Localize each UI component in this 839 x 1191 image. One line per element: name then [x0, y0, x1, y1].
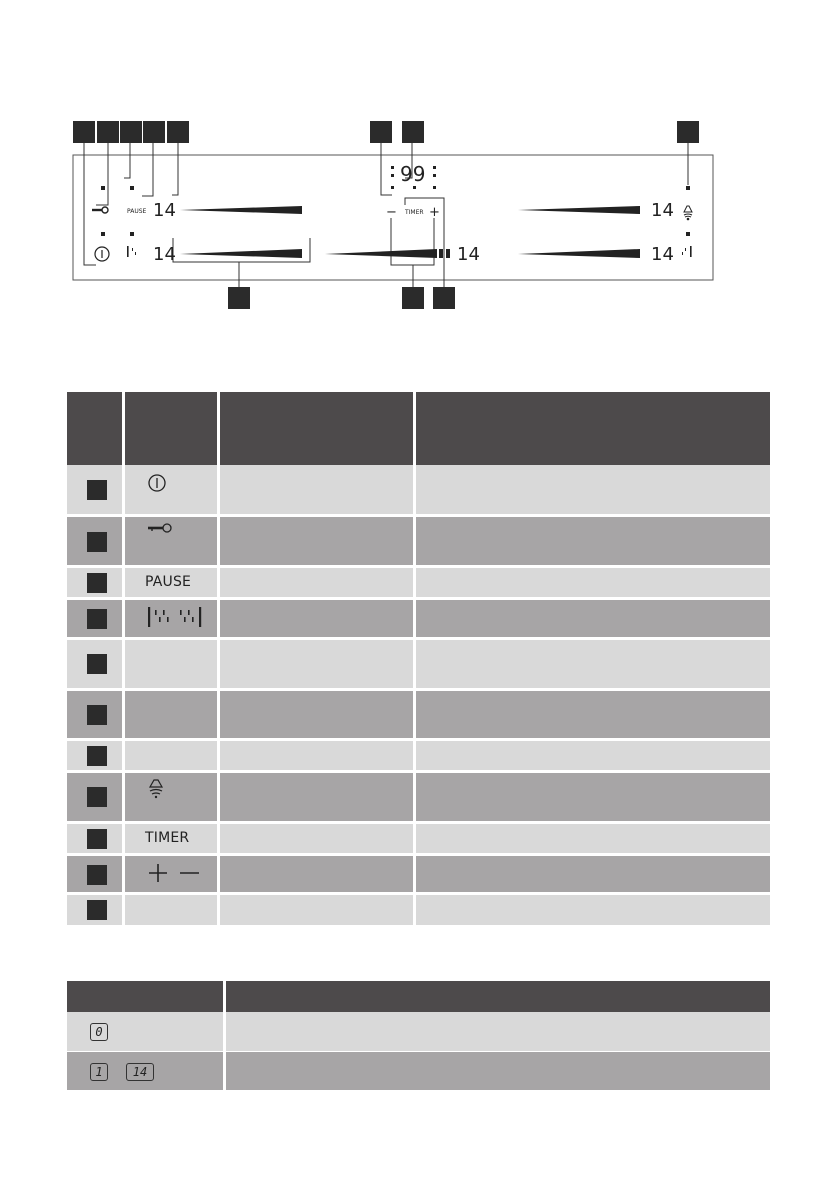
- row-number-square: [87, 532, 107, 552]
- row-number-square: [87, 705, 107, 725]
- callout-6: [370, 121, 392, 143]
- display-symbol: 14: [126, 1063, 154, 1081]
- hob-hood-icon: [684, 206, 692, 220]
- table-header: [67, 981, 770, 1012]
- plus-label: +: [429, 205, 440, 220]
- zone-right-bottom-level: 14: [651, 244, 674, 265]
- table-row: [67, 600, 770, 637]
- pause-symbol: PAUSE: [145, 574, 192, 590]
- table-row: [67, 568, 770, 597]
- table-row: [67, 856, 770, 892]
- plus-minus-icon: [147, 864, 203, 884]
- bridge-icon-right: [682, 246, 692, 257]
- controls-table-body: [67, 465, 770, 925]
- key-lock-icon: [147, 521, 175, 535]
- slider-middle: [325, 249, 437, 258]
- callout-7: [402, 121, 424, 143]
- slider-left-top: [180, 206, 302, 214]
- zone-left-top-level: 14: [153, 200, 176, 221]
- callout-2: [97, 121, 119, 143]
- table-row: [67, 824, 770, 853]
- timer-display: 99: [400, 162, 426, 186]
- slider-right-bottom: [518, 249, 640, 258]
- display-table: [67, 981, 770, 1090]
- zone-middle-level: 14: [457, 244, 480, 265]
- table-row: [67, 1012, 770, 1051]
- callout-11: [433, 287, 455, 309]
- slider-left-bottom: [180, 249, 302, 258]
- callout-3: [120, 121, 142, 143]
- row-number-square: [87, 787, 107, 807]
- row-number-square: [87, 865, 107, 885]
- control-panel-diagram: [0, 0, 839, 320]
- zone-left-bottom-level: 14: [153, 244, 176, 265]
- table-row: [67, 1052, 770, 1090]
- row-number-square: [87, 900, 107, 920]
- pause-label: PAUSE: [127, 208, 147, 215]
- row-number-square: [87, 746, 107, 766]
- timer-label: TIMER: [405, 209, 424, 216]
- table-row: [67, 691, 770, 738]
- timer-symbol: TIMER: [145, 830, 190, 846]
- bridge-icon: [147, 606, 205, 630]
- minus-label: −: [386, 205, 397, 220]
- callout-1: [73, 121, 95, 143]
- callout-10: [402, 287, 424, 309]
- slider-right-top: [518, 206, 640, 214]
- on-off-icon: [147, 473, 167, 493]
- row-number-square: [87, 573, 107, 593]
- callout-5: [167, 121, 189, 143]
- bridge-icon: [127, 246, 136, 257]
- table-row: [67, 465, 770, 514]
- row-number-square: [87, 480, 107, 500]
- callout-4: [143, 121, 165, 143]
- on-off-icon: [95, 247, 109, 261]
- row-number-square: [87, 609, 107, 629]
- callout-8: [677, 121, 699, 143]
- table-row: [67, 895, 770, 925]
- row-number-square: [87, 829, 107, 849]
- display-symbol: 0: [90, 1023, 108, 1041]
- table-header: [67, 392, 770, 465]
- zone-right-top-level: 14: [651, 200, 674, 221]
- display-symbol: 1: [90, 1063, 108, 1081]
- callout-9: [228, 287, 250, 309]
- table-row: [67, 773, 770, 821]
- table-row: [67, 741, 770, 770]
- table-row: [67, 517, 770, 565]
- key-lock-icon: [92, 207, 108, 213]
- indicator-dots: [101, 166, 690, 236]
- controls-table: [67, 392, 770, 465]
- row-number-square: [87, 654, 107, 674]
- hob-hood-icon: [147, 778, 165, 802]
- table-row: [67, 640, 770, 688]
